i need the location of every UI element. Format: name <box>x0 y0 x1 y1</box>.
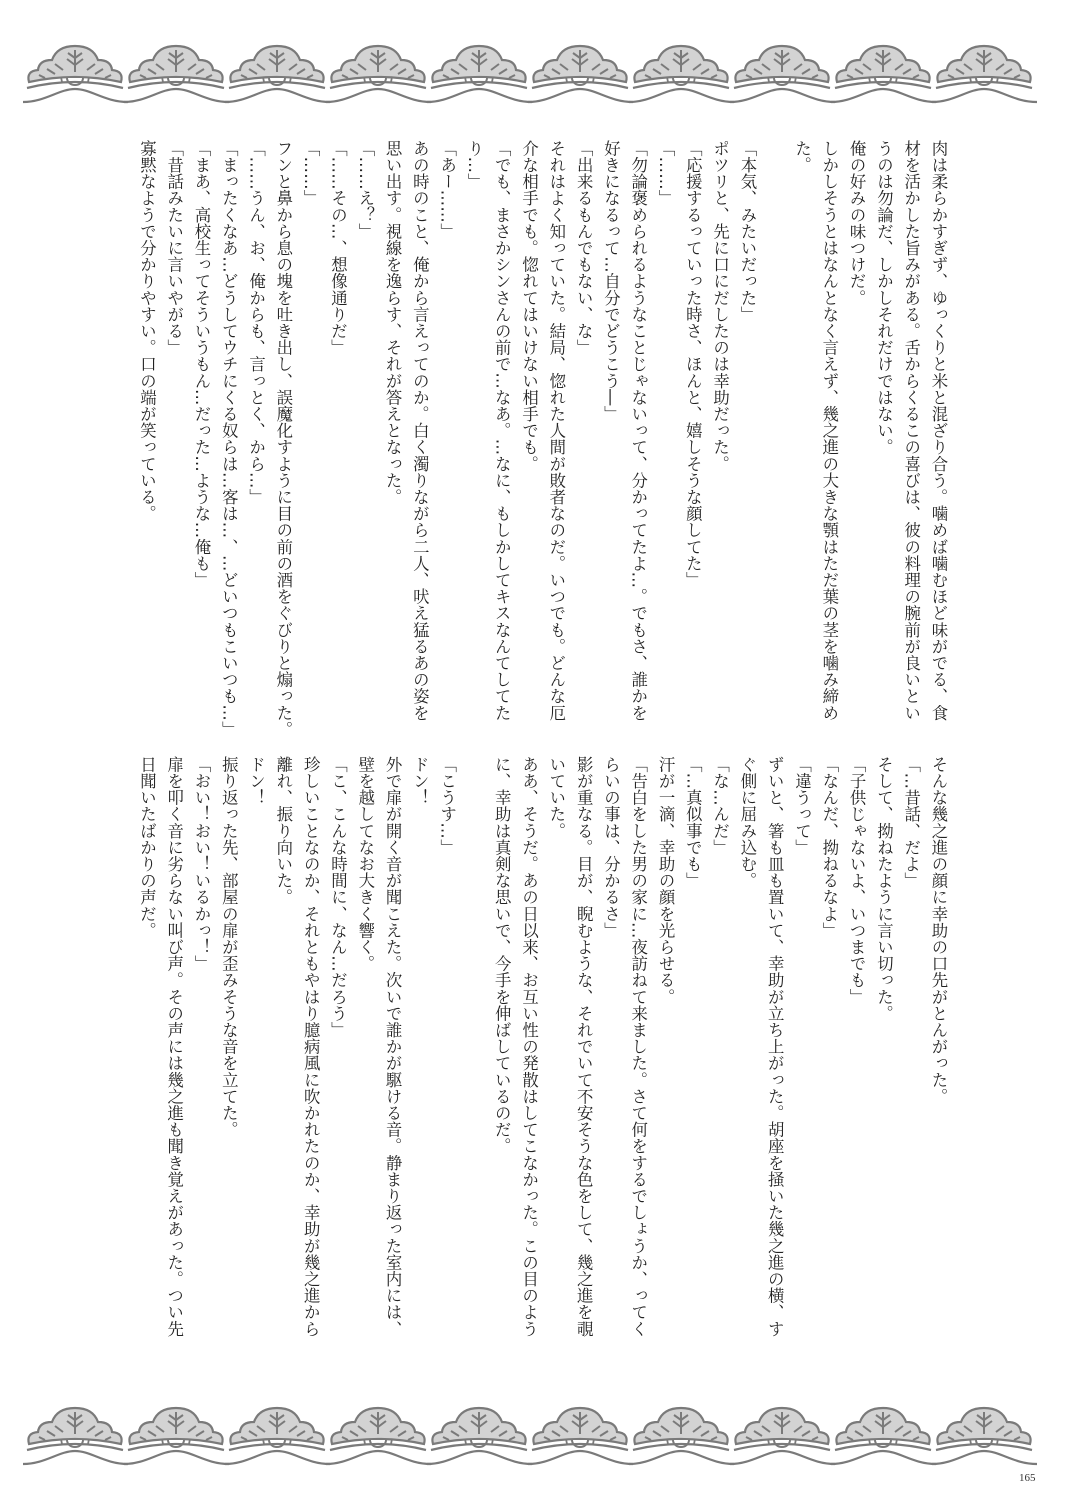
text-line: しかしそうとはなんとなく言えず、幾之進の大きな顎はただ葉の茎を噛み締め <box>819 140 839 721</box>
text-line: 「な…んだ」 <box>710 756 730 856</box>
text-line: ドン！ <box>410 756 430 806</box>
text-line: 「……」 <box>301 140 321 207</box>
text-line: 「こ、こんな時間に、なん…だろう」 <box>328 756 348 1039</box>
pine-wave-icon <box>427 46 532 102</box>
text-line: ああ、そうだ。あの日以来、お互い性の発散はしてこなかった。この目のよう <box>519 756 539 1337</box>
text-line: 思い出す。視線を逸らす、それが答えとなった。 <box>383 140 403 506</box>
text-line: うのは勿論だ、しかしそれだけではない。 <box>874 140 894 456</box>
pine-wave-icon <box>225 1408 330 1464</box>
text-line: 汗が一滴、幸助の顔を光らせる。 <box>656 756 676 1005</box>
text-line: 俺の好みの味つけだ。 <box>847 140 867 306</box>
text-line: り…」 <box>464 140 484 190</box>
text-line: 「…真似事でも」 <box>683 756 703 889</box>
text-line: 珍しいことなのか、それともやはり臆病風に吹かれたのか、幸助が幾之進から <box>301 756 321 1337</box>
blank-line <box>461 756 488 1336</box>
pine-wave-icon <box>326 1408 431 1464</box>
text-line: ずいと、箸も皿も置いて、幸助が立ち上がった。胡座を掻いた幾之進の横、す <box>765 756 785 1337</box>
pine-wave-icon <box>932 46 1037 102</box>
text-line: 「子供じゃないよ、いつまでも」 <box>847 756 867 1005</box>
text-line: 離れ、振り向いた。 <box>273 756 293 906</box>
pine-border-top <box>0 38 1065 110</box>
text-line: そんな幾之進の顔に幸助の口先がとんがった。 <box>929 756 948 1105</box>
pine-wave-icon <box>23 46 128 102</box>
text-line: 「……」 <box>656 140 676 207</box>
text-line: 「告白をした男の家に…夜訪ねて来ました。さて何をするでしょうか、ってく <box>628 756 648 1337</box>
text-line: 「勿論褒められるようなことじゃないって、分かってたよ…。でもさ、誰かを <box>628 140 648 721</box>
pine-wave-icon <box>831 46 936 102</box>
text-line: 「出来るもんでもない、な」 <box>574 140 594 356</box>
text-line: 「まったくなあ…どうしてウチにくる奴らは…客は…、…どいつもこいつも…」 <box>219 140 239 738</box>
text-line: 壁を越してなお大きく響く。 <box>355 756 375 972</box>
text-line: 介な相手でも。惚れてはいけない相手でも。 <box>519 140 539 472</box>
text-line: 「あー……」 <box>437 140 457 240</box>
text-line: 「おい！おい！いるかっ！」 <box>191 756 211 972</box>
pine-wave-icon <box>831 1408 936 1464</box>
pine-wave-icon <box>326 46 431 102</box>
text-line: に、幸助は真剣な思いで、今手を伸ばしているのだ。 <box>492 756 512 1155</box>
pine-wave-icon <box>932 1408 1037 1464</box>
text-line: 「……え？」 <box>355 140 375 240</box>
text-line: 材を活かした旨みがある。舌からくるこの喜びは、彼の料理の腕前が良いとい <box>901 140 921 721</box>
text-line: ぐ側に屈み込む。 <box>737 756 757 889</box>
text-line: あの時のこと、俺から言えってのか。白く濁りながら二人、吠え猛るあの姿を <box>410 140 430 721</box>
text-line: 「まあ、高校生ってそういうもん…だった…ような…俺も」 <box>191 140 211 589</box>
text-line: いていた。 <box>546 756 566 839</box>
pine-wave-icon <box>528 46 633 102</box>
text-line: ドン！ <box>246 756 266 806</box>
pine-wave-icon <box>124 46 229 102</box>
text-line: 「応援するっていった時さ、ほんと、嬉しそうな顔してた」 <box>683 140 703 589</box>
text-line: それはよく知っていた。結局、惚れた人間が敗者なのだ。いつでも。どんな厄 <box>546 140 566 721</box>
text-line: 「…昔話、だよ」 <box>901 756 921 889</box>
pine-wave-icon <box>225 46 330 102</box>
text-line: 「昔話みたいに言いやがる」 <box>164 140 184 356</box>
text-line: 「……その…、想像通りだ」 <box>328 140 348 356</box>
pine-wave-icon <box>528 1408 633 1464</box>
pine-border-bottom <box>0 1400 1065 1472</box>
pine-wave-icon <box>23 1408 128 1464</box>
pine-wave-icon <box>730 1408 835 1464</box>
text-block-upper <box>133 140 952 738</box>
text-line: た。 <box>792 140 812 174</box>
text-line: 肉は柔らかすぎず、ゆっくりと米と混ざり合う。噛めば噛むほど味がでる、食 <box>929 140 948 721</box>
text-line: 「こうす…」 <box>437 756 457 856</box>
text-line: ポツリと、先に口にだしたのは幸助だった。 <box>710 140 730 472</box>
pine-wave-icon <box>730 46 835 102</box>
text-line: 振り返った先、部屋の扉が歪みそうな音を立てた。 <box>219 756 239 1138</box>
text-line: そして、拗ねたように言い切った。 <box>874 756 894 1022</box>
pine-wave-icon <box>629 1408 734 1464</box>
text-block-lower <box>133 756 952 1336</box>
text-line: フンと鼻から息の塊を吐き出し、誤魔化すように目の前の酒をぐびりと煽った。 <box>273 140 293 738</box>
text-line: 寡黙なようで分かりやすい。口の端が笑っている。 <box>137 140 157 522</box>
text-line: 外で扉が開く音が聞こえた。次いで誰かが駆ける音。静まり返った室内には、 <box>383 756 403 1337</box>
pine-wave-icon <box>427 1408 532 1464</box>
text-line: らいの事は、分かるさ」 <box>601 756 621 939</box>
text-line: 影が重なる。目が、睨むような、それでいて不安そうな色をして、幾之進を覗 <box>574 756 594 1337</box>
pine-wave-icon <box>629 46 734 102</box>
text-line: 「でも、まさかシンさんの前で…なあ。…なに、もしかしてキスなんてしてた <box>492 140 512 721</box>
text-line: 「なんだ、拗ねるなよ」 <box>819 756 839 939</box>
page-number: 165 <box>1019 1472 1036 1484</box>
blank-line <box>761 140 788 720</box>
text-line: 「本気、みたいだった」 <box>737 140 757 323</box>
text-line: 「違うって」 <box>792 756 812 856</box>
text-line: 日聞いたばかりの声だ。 <box>137 756 157 939</box>
text-line: 「……うん、お、俺からも、言っとく、から…」 <box>246 140 266 506</box>
pine-wave-icon <box>124 1408 229 1464</box>
text-line: 好きになるって…自分でどうこう―」 <box>601 140 621 423</box>
text-line: 扉を叩く音に劣らない叫び声。その声には幾之進も聞き覚えがあった。つい先 <box>164 756 184 1337</box>
